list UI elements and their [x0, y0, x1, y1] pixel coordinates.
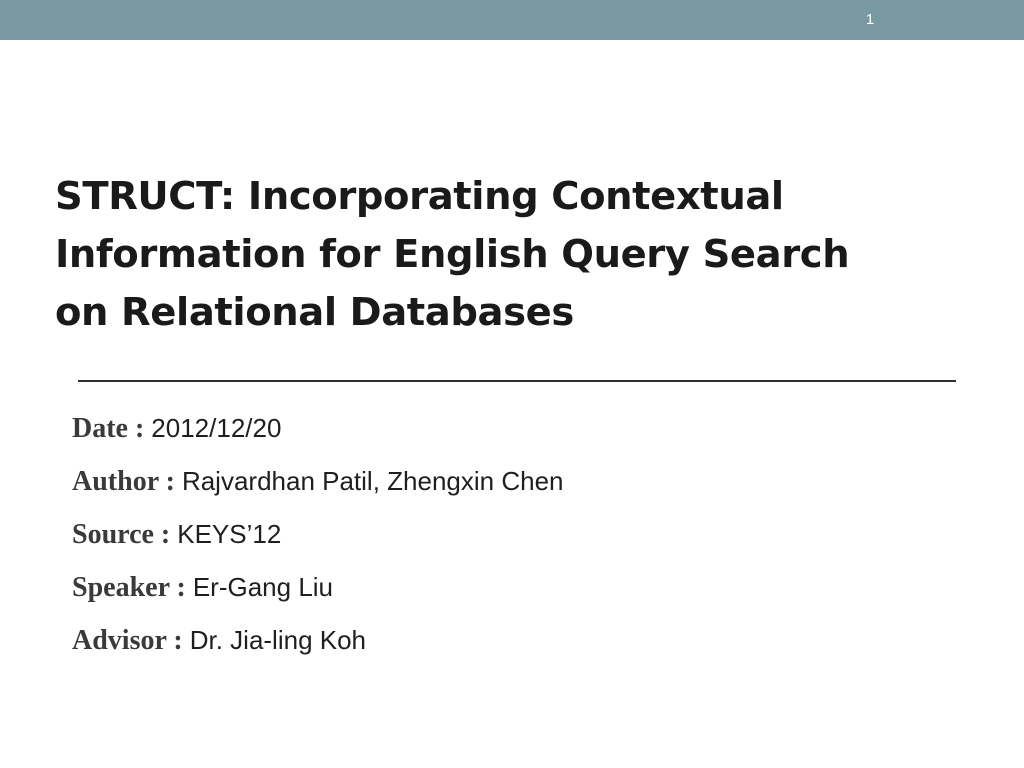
presentation-details	[72, 402, 972, 667]
title-line: STRUCT: Incorporating Contextual	[55, 174, 784, 219]
slide-number: 1	[865, 11, 875, 28]
advisor-row	[72, 614, 972, 667]
date-row	[72, 402, 972, 455]
author-row	[72, 455, 972, 508]
author-value: Rajvardhan Patil, Zhengxin Chen	[181, 466, 564, 496]
date-label: Date :	[72, 413, 152, 444]
title-line: Information for English Query Search	[55, 232, 850, 277]
title-divider	[78, 380, 956, 382]
top-header-bar	[0, 0, 1024, 40]
slide-title	[55, 168, 955, 342]
speaker-value: Er-Gang Liu	[192, 572, 334, 602]
source-label: Source :	[72, 519, 178, 550]
speaker-label: Speaker :	[72, 572, 193, 603]
speaker-row	[72, 561, 972, 614]
date-value: 2012/12/20	[151, 413, 282, 443]
author-label: Author :	[72, 466, 182, 497]
advisor-label: Advisor :	[72, 625, 190, 656]
advisor-value: Dr. Jia-ling Koh	[189, 625, 367, 655]
source-value: KEYS’12	[177, 519, 282, 549]
title-line: on Relational Databases	[55, 290, 574, 335]
source-row	[72, 508, 972, 561]
